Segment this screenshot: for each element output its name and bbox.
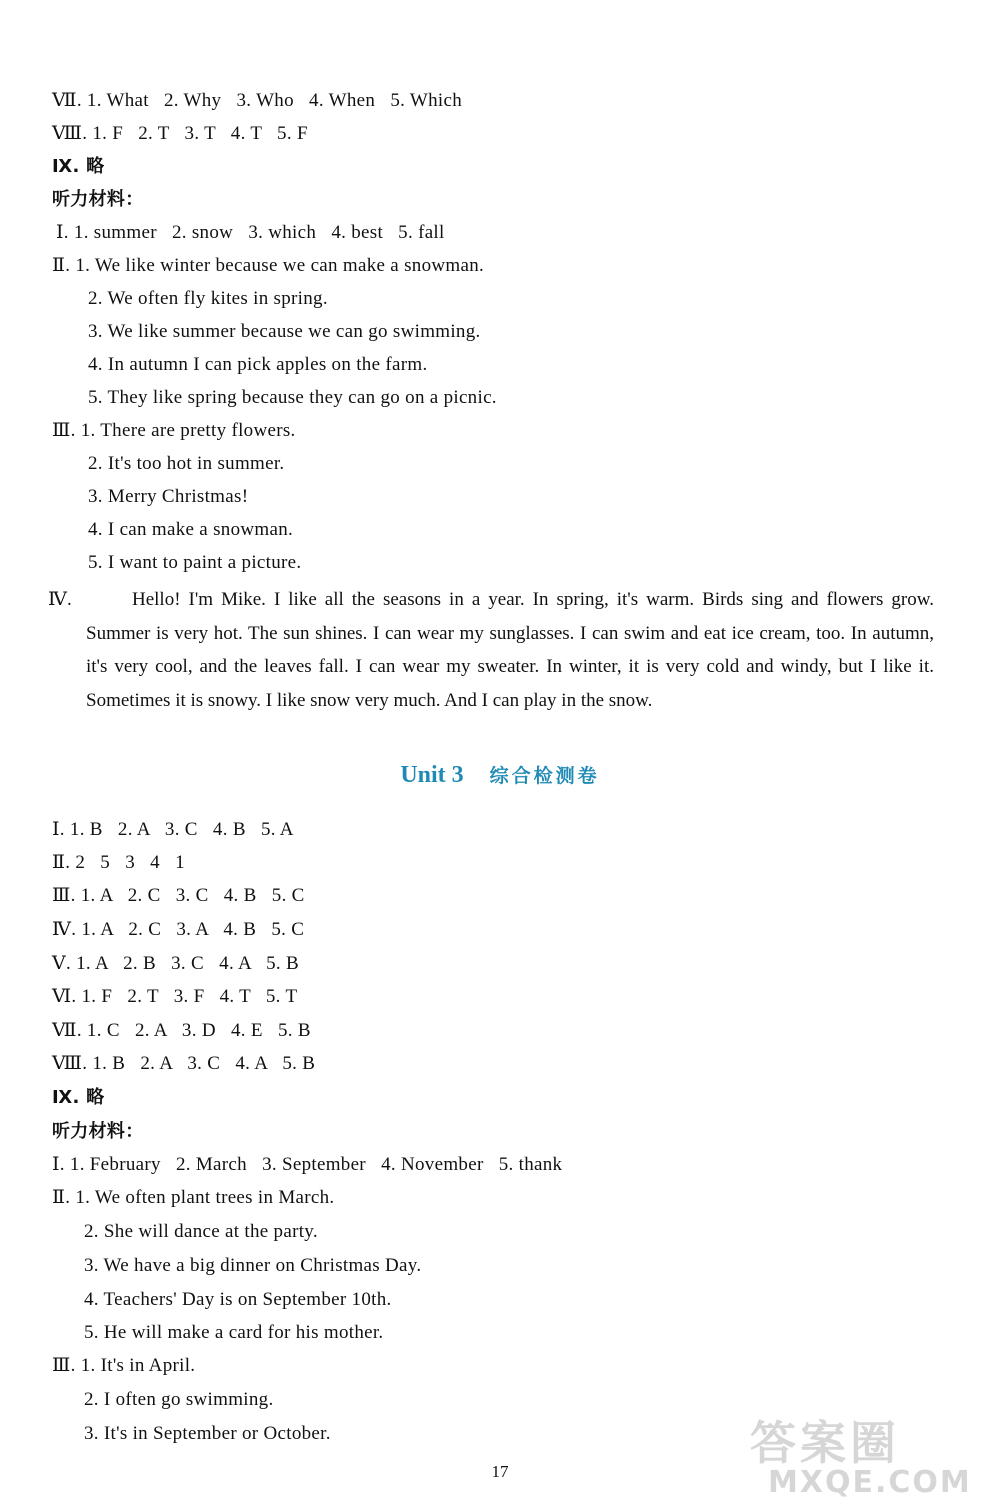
listening-line-3-4: 4. I can make a snowman. [88,519,294,540]
unit3-answer-1: Ⅰ. 1. B 2. A 3. C 4. B 5. A [52,819,294,840]
unit3-listening-2-5: 5. He will make a card for his mother. [84,1322,384,1343]
listening-line-1: Ⅰ. 1. summer 2. snow 3. which 4. best 5. fall [56,222,445,243]
unit3-listening-3-1: Ⅲ. 1. It's in April. [52,1355,196,1376]
unit-title [0,761,1000,789]
listening-line-2-2: 2. We often fly kites in spring. [88,288,328,309]
unit3-listening-3-2: 2. I often go swimming. [84,1389,274,1410]
answer-line-9: Ⅸ. 略 [52,156,105,177]
unit3-listening-2-3: 3. We have a big dinner on Christmas Day. [84,1255,422,1276]
listening-line-2-4: 4. In autumn I can pick apples on the farm. [88,354,428,375]
unit3-listening-2-4: 4. Teachers' Day is on September 10th. [84,1289,392,1310]
unit3-answer-5: Ⅴ. 1. A 2. B 3. C 4. A 5. B [52,953,299,974]
unit-title-en: Unit 3 [400,762,464,788]
passage-label: Ⅳ. [48,589,72,610]
answer-line-7: Ⅶ. 1. What 2. Why 3. Who 4. When 5. Which [52,90,463,111]
unit3-listening-2-2: 2. She will dance at the party. [84,1221,318,1242]
watermark-logo [720,1407,990,1503]
unit3-answer-4: Ⅳ. 1. A 2. C 3. A 4. B 5. C [52,919,305,940]
listening-line-2-5: 5. They like spring because they can go on a picnic. [88,387,497,408]
unit3-answer-2: Ⅱ. 2 5 3 4 1 [52,852,185,873]
unit3-answer-7: Ⅶ. 1. C 2. A 3. D 4. E 5. B [52,1020,311,1041]
listening-line-3-2: 2. It's too hot in summer. [88,453,285,474]
watermark-top: 答案圈 [750,1416,900,1470]
listening-line-3-5: 5. I want to paint a picture. [88,552,302,573]
listening-line-3-3: 3. Merry Christmas! [88,486,249,507]
unit3-listening-1: Ⅰ. 1. February 2. March 3. September 4. November 5. thank [52,1154,563,1175]
listening-label: 听力材料： [52,189,144,210]
answer-line-8: Ⅷ. 1. F 2. T 3. T 4. T 5. F [52,123,308,144]
passage-text: Hello! I'm Mike. I like all the seasons in a year. In spring, it's warm. Birds sing and flowers grow. Summer is very hot. The sun shines. I can wear my sunglasses. I can swim and eat ice cream, too. In autumn, it's very cool, and the leaves fall. I can wear my sweater. In winter, it is very cold and windy, but I like it. Sometimes it is snowy. I like snow very much. And I can play in the snow. [86,589,934,711]
unit3-listening-label: 听力材料： [52,1121,144,1142]
page-number: 17 [491,1462,509,1481]
unit-title-cn: 综合检测卷 [489,765,600,787]
unit3-listening-2-1: Ⅱ. 1. We often plant trees in March. [52,1187,335,1208]
watermark-bottom: MXQE.COM [768,1465,972,1500]
unit3-answer-9: Ⅸ. 略 [52,1087,105,1108]
unit3-answer-6: Ⅵ. 1. F 2. T 3. F 4. T 5. T [52,986,298,1007]
listening-line-2-1: Ⅱ. 1. We like winter because we can make a snowman. [52,255,485,276]
listening-line-2-3: 3. We like summer because we can go swimming. [88,321,481,342]
unit3-listening-3-3: 3. It's in September or October. [84,1423,331,1444]
listening-line-3-1: Ⅲ. 1. There are pretty flowers. [52,420,296,441]
unit3-answer-8: Ⅷ. 1. B 2. A 3. C 4. A 5. B [52,1053,316,1074]
listening-passage [48,583,934,717]
unit3-answer-3: Ⅲ. 1. A 2. C 3. C 4. B 5. C [52,885,305,906]
